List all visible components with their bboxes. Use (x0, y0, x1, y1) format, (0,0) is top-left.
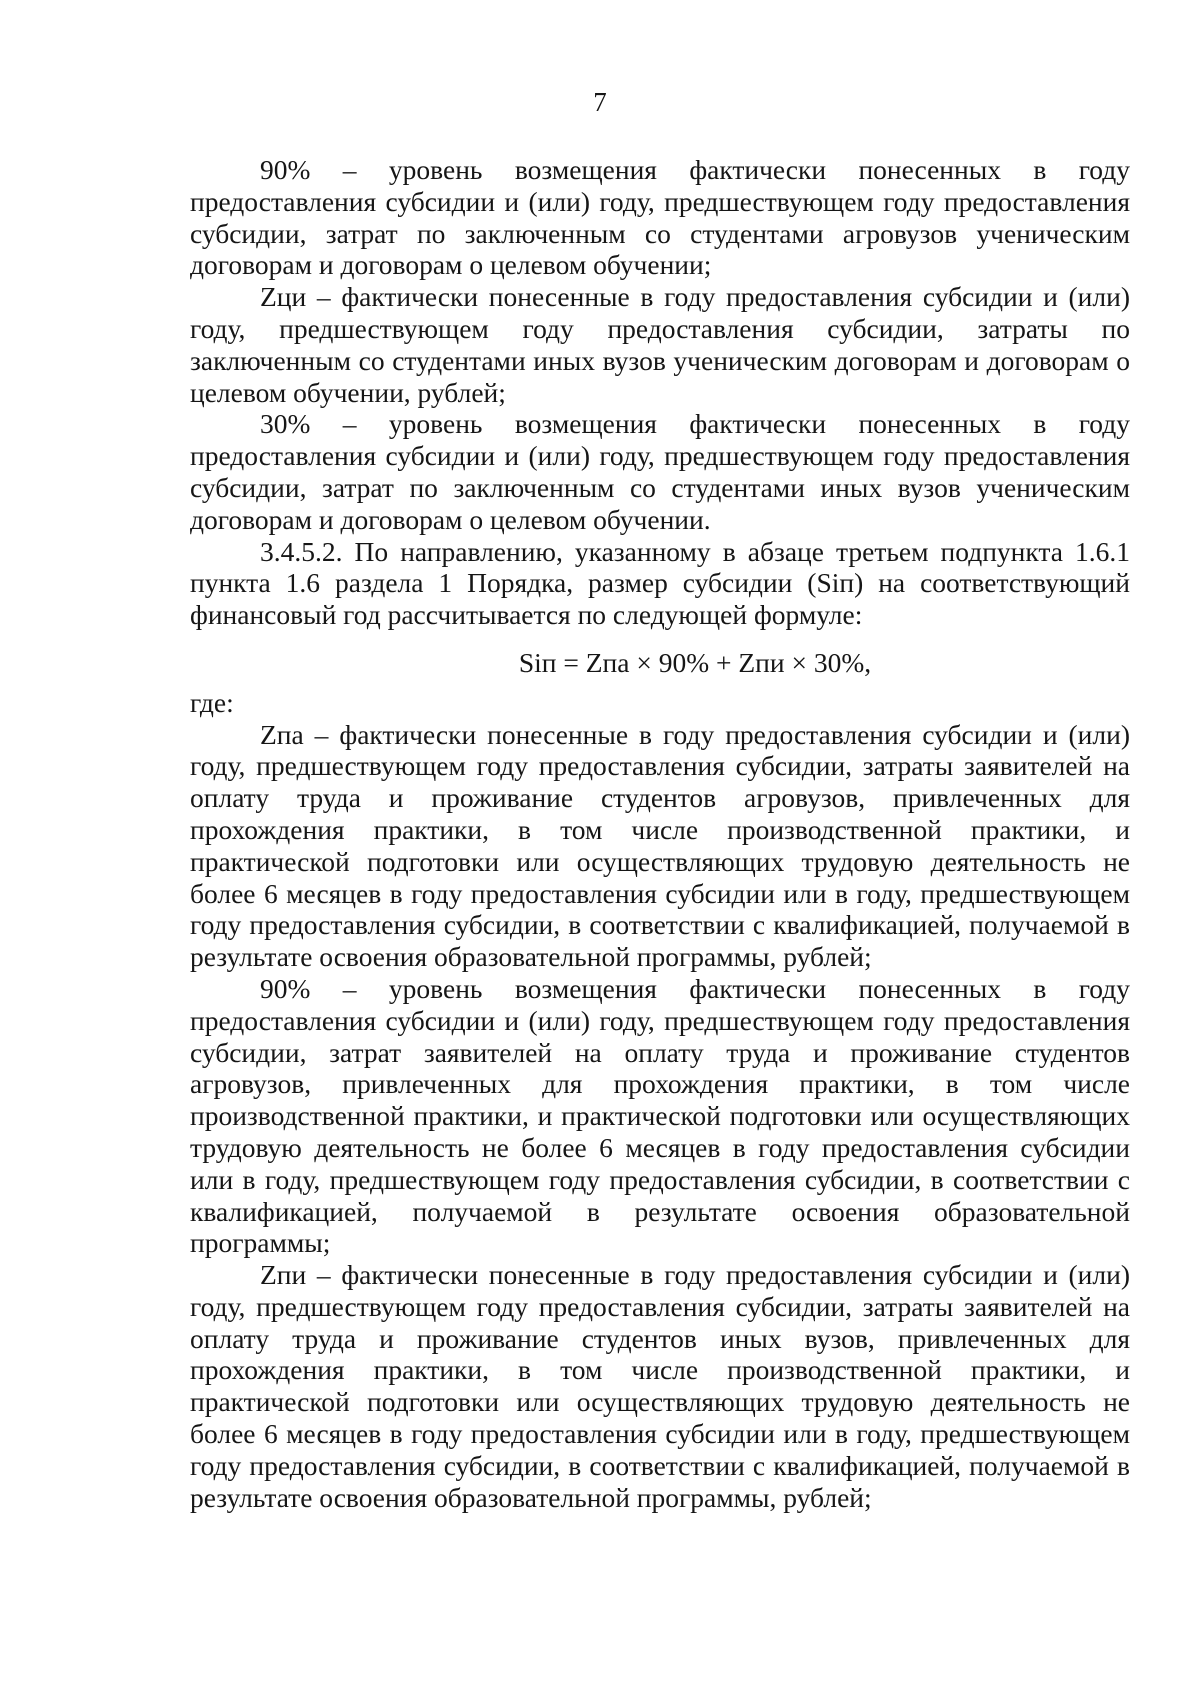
paragraph-zci-definition: Zци – фактически понесенные в году предоставления субсидии и (или) году, предшествующем году предоставления субсидии, затраты по заключенным со студентами иных вузов ученическим договорам и договорам о целевом обучении, рублей; (190, 281, 1130, 408)
paragraph-rate-30-other: 30% – уровень возмещения фактически понесенных в году предоставления субсидии и (или) году, предшествующем году предоставления субсидии, затрат по заключенным со студентами иных вузов ученическим договорам и договорам о целевом обучении. (190, 408, 1130, 535)
paragraph-rate-90-agro: 90% – уровень возмещения фактически понесенных в году предоставления субсидии и (или) году, предшествующем году предоставления субсидии, затрат по заключенным со студентами агровузов ученическим договорам и договорам о целевом обучении; (190, 154, 1130, 281)
definition-rate-90-practice: 90% – уровень возмещения фактически понесенных в году предоставления субсидии и (или) году, предшествующем году предоставления субсидии, затрат заявителей на оплату труда и проживание студентов агровузов, привлеченных для прохождения практики, в том числе производственной практики, и практической подготовки или осуществляющих трудовую деятельность не более 6 месяцев в году предоставления субсидии или в году, предшествующем году предоставления субсидии, в соответствии с квалификацией, получаемой в результате освоения образовательной программы; (190, 972, 1130, 1259)
where-label: где: (190, 686, 234, 718)
page-number: 7 (593, 87, 607, 117)
definition-zpa: Zпа – фактически понесенные в году предоставления субсидии и (или) году, предшествующем году предоставления субсидии, затраты заявителей на оплату труда и проживание студентов агровузов, привлеченных для прохождения практики, в том числе производственной практики, и практической подготовки или осуществляющих трудовую деятельность не более 6 месяцев в году предоставления субсидии или в году, предшествующем году предоставления субсидии, в соответствии с квалификацией, получаемой в результате освоения образовательной программы, рублей; (190, 718, 1130, 973)
document-body (190, 154, 1130, 1513)
formula-sip: Siп = Zпа × 90% + Zпи × 30%, (518, 646, 872, 678)
paragraph-section-3-4-5-2: 3.4.5.2. По направлению, указанному в абзаце третьем подпункта 1.6.1 пункта 1.6 раздела 1 Порядка, размер субсидии (Siп) на соответствующий финансовый год рассчитывается по следующей формуле: (190, 535, 1130, 631)
definition-zpi: Zпи – фактически понесенные в году предоставления субсидии и (или) году, предшествующем году предоставления субсидии, затраты заявителей на оплату труда и проживание студентов иных вузов, привлеченных для прохождения практики, в том числе производственной практики, и практической подготовки или осуществляющих трудовую деятельность не более 6 месяцев в году предоставления субсидии или в году, предшествующем году предоставления субсидии, в соответствии с квалификацией, получаемой в результате освоения образовательной программы, рублей; (190, 1259, 1130, 1513)
